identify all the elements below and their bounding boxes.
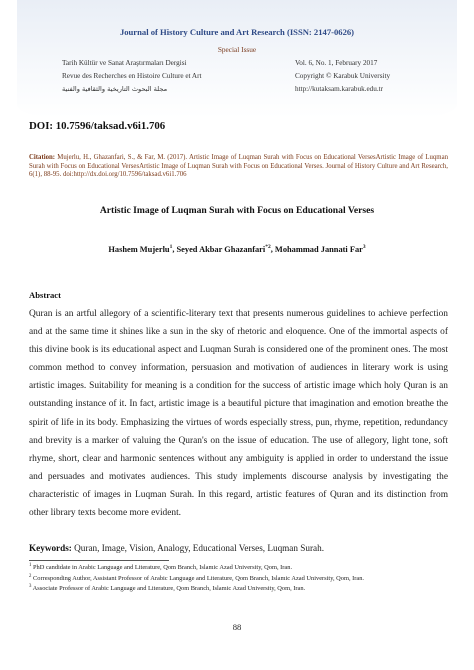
journal-title: Journal of History Culture and Art Research (ISSN: 2147-0626) <box>119 27 355 37</box>
footnote-item <box>29 573 448 584</box>
footnote-item <box>29 583 448 594</box>
page-number: 88 <box>232 622 242 632</box>
author-name: Mohammad Jannati Far <box>274 244 363 254</box>
author-affiliation-mark: *2 <box>265 244 271 250</box>
journal-name-arabic: مجلة البحوث التاريخية والثقافية والفنية <box>62 85 168 93</box>
author-name: Hashem Mujerlu <box>108 244 170 254</box>
citation-label: Citation: <box>29 154 56 161</box>
author-list: Hashem Mujerlu$^1$, Seyed Akbar Ghazanfari$^{*2}$, Mohammad Jannati Far$^3$ <box>108 244 366 254</box>
footnote-text: Corresponding Author, Assistant Professor of Arabic Language and Literature, Qom Branch, Islamic Azad University, Qom, Iran. <box>31 574 365 582</box>
author-affiliation-mark: 3 <box>362 244 366 250</box>
volume-info: Vol. 6, No. 1, February 2017 <box>295 59 378 67</box>
author-name: Seyed Akbar Ghazanfari <box>176 244 266 254</box>
keywords-line <box>29 543 448 553</box>
citation-text: Mujerlu, H., Ghazanfari, S., & Far, M. (2017). Artistic Image of Luqman Surah with Focus on Educational VersesArtistic Image of Luqman Surah with Focus on Educational VersesArtistic Image of Luqman Surah with Focus on Educational Verses. Journal of History Culture and Art Research, 6(1), 88-95. doi:http://dx.doi.org/10.7596/taksad.v6i1.706 <box>29 154 448 179</box>
footnote-divider <box>29 560 169 561</box>
footnote-mark: 3 <box>29 584 32 590</box>
keywords-label: Keywords: <box>29 543 72 553</box>
journal-name-french: Revue des Recherches en Histoire Culture et Art <box>62 72 202 80</box>
footnote-text: PhD candidate in Arabic Language and Literature, Qom Branch, Islamic Azad University, Qom, Iran. <box>31 564 293 572</box>
doi-line[interactable]: DOI: 10.7596/taksad.v6i1.706 <box>29 120 166 132</box>
citation-block <box>29 154 448 180</box>
abstract-body: Quran is an artful allegory of a scientific-literary text that presents numerous guidelines to achieve perfection and at the same time it shines like a sun in the sky of rhetoric and eloquence. One of the immortal aspects of this divine book is its educational aspect and Luqman Surah is considered one of the prominent ones. The most common method to convey information, persuasion and motivation of audiences in literary work is using artistic images. Suitability for meaning is a condition for the success of artistic image which holy Quran is an outstanding instance of it. In fact, artistic image is a beautiful picture that imagination and emotion breathe the spirit of life in its body. Emphasizing the virtues of words especially stress, pun, rhyme, repetition, redundancy and brevity is a marker of valuing the Quran's on the issue of education. The use of allegory, light tone, soft rhyme, short, clear and harmonic sentences without any ambiguity is applied in order to understand the issue and persuades and motivates audiences. This study implements discourse analysis by investigating the characteristic of images in Luqman Surah. In this regard, artistic features of Quran and its distinction from other library texts become more evident. <box>29 309 448 519</box>
footnote-item <box>29 562 448 573</box>
author-affiliation-mark: 1 <box>169 244 173 250</box>
footnote-mark: 2 <box>29 573 32 579</box>
journal-name-turkish: Tarih Kültür ve Sanat Araştırmaları Dergisi <box>62 59 187 67</box>
footnotes <box>29 562 448 594</box>
abstract-heading: Abstract <box>29 290 61 300</box>
copyright-line: Copyright © Karabuk University <box>295 72 391 80</box>
footnote-text: Associate Professor of Arabic Language and Literature, Qom Branch, Islamic Azad University, Qom, Iran. <box>31 585 306 593</box>
keywords-text: Quran, Image, Vision, Analogy, Educational Verses, Luqman Surah. <box>71 543 325 553</box>
footnote-mark: 1 <box>29 563 32 568</box>
paper-title: Artistic Image of Luqman Surah with Focus on Educational Verses <box>99 205 375 216</box>
journal-url-link[interactable]: http://kutaksam.karabuk.edu.tr <box>295 85 384 93</box>
special-issue-label: Special Issue <box>217 45 257 54</box>
